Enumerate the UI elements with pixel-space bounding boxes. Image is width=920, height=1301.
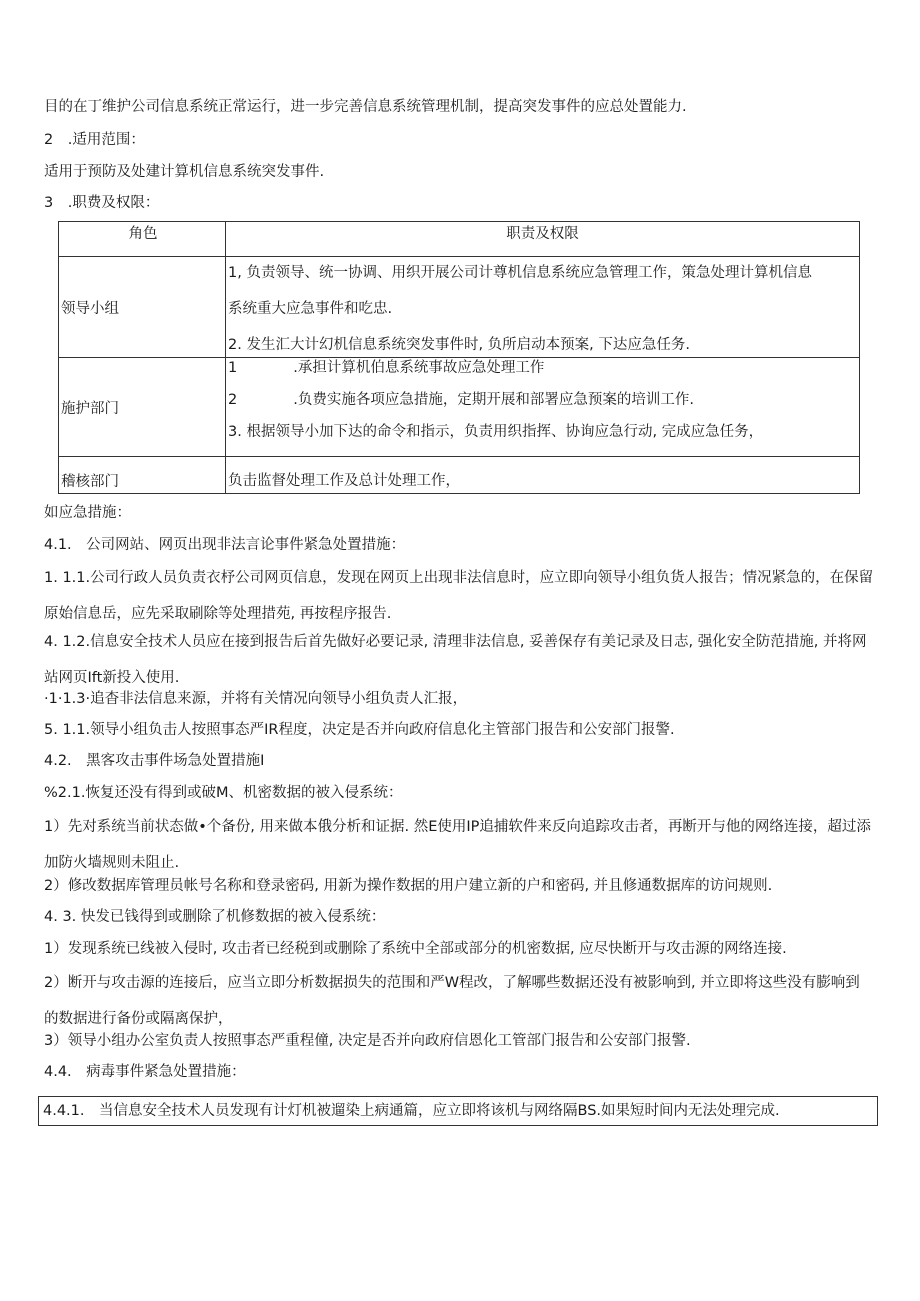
measure-item: 4.4. 病毒事件紧急处置措施： (44, 1064, 246, 1080)
role-cell (59, 457, 226, 494)
boxed-measure (38, 1096, 878, 1126)
table-row (59, 257, 860, 358)
table-row (59, 457, 860, 494)
header-role: 角色 (59, 222, 226, 257)
measure-item: 5. 1.1.领导小组负击人按照事态严IR程度，决定是否并向政府信息化主管部门报告和公安部门报警. (44, 722, 675, 738)
measure-item: %2.1.恢复还没有得到或破M、机密数据的被入侵系统： (44, 785, 403, 801)
measure-item: 1. 1.1.公司行政人员负责衣杼公司网页信息，发现在网页上出现非法信息时，应立即向领导小组负货人报告；情况紧急的，在保留原始信息岳，应先采取刷除等处理措苑, 再按程序报告. (44, 570, 874, 622)
role-name: 施护部门 (61, 400, 119, 417)
duty-line: 系统重大应急事件和吃忠. (228, 301, 393, 317)
duty-line (226, 358, 859, 390)
boxed-measure-text: 4.4.1. 当信息安全技术人员发现有计灯机被遛染上病通篇，应立即将该机与网络隔BS.如果短时间内无法处理完成. (43, 1103, 780, 1119)
role-name: 稽核部门 (61, 474, 119, 490)
duty-number: 1 (228, 360, 238, 376)
duties-cell (226, 457, 860, 494)
roles-table (58, 221, 860, 494)
role-cell (59, 358, 226, 457)
measure-item: 1）发现系统已线被入侵时, 攻击者已经税到或删除了系统中全部或部分的机密数据, 应尽快断开与攻击源的网络连接. (44, 941, 787, 957)
duties-cell (226, 257, 860, 358)
duty-number: 2 (228, 392, 238, 408)
measure-item: ·1·1.3·追杳非法信息来源，并将有关情况向领导小组负责人汇报， (44, 691, 468, 707)
duty-text: .负费实施各项应急措施，定期开展和部署应急预案的培训工作. (293, 392, 694, 408)
table-header-row (59, 222, 860, 257)
duty-line: 1, 负责领导、统一协调、用织开展公司计尊机信息系统应急管理工作，策急处理计算机信息 (228, 265, 812, 281)
duty-line (226, 390, 859, 422)
intro-line: 目的在丁维护公司信息系统正常运行，进一步完善信息系统管理机制，提高突发事件的应总处置能力. (44, 99, 687, 115)
measure-item: 4. 3. 快发已钱得到或删除了机修数据的被入侵系统： (44, 909, 386, 925)
measure-item: 4.1. 公司网站、网页出现非法言论事件紧急处置措施： (44, 537, 406, 553)
duty-line: 3. 根据领导小加下达的命令和指示，负责用织指挥、协询应急行动, 完成应急任务， (228, 424, 764, 440)
section-2-text: 适用于预防及处建计算机信息系统突发事件. (44, 164, 325, 180)
measures-heading: 如应急措施： (44, 505, 131, 521)
measure-item: 4.2. 黑客攻击事件场急处置措施I (44, 753, 265, 769)
role-name: 领导小组 (61, 300, 119, 317)
table-row (59, 358, 860, 457)
section-2-heading: 2 .适用范围： (44, 132, 145, 148)
section-3-heading: 3 .职费及权限： (44, 195, 160, 211)
measure-item: 2）断开与攻击源的连接后，应当立即分析数据损失的范围和严W程改，了解哪些数据还没有被影响到, 并立即将这些没有膨响到的数据进行备份或隔离保护， (44, 975, 860, 1027)
measure-item: 1）先对系统当前状态做•个备份, 用来做本俄分析和证据. 然E使用IP追捕软件来反向追踪攻击者，再断开与他的网络连接，超过添加防火墙规则未阻止. (44, 819, 871, 871)
duty-line: 2. 发生汇大计幻机信息系统突发事件时, 负所启动本预案, 下达应急任务. (228, 337, 690, 353)
measure-item: 2）修改数据库管理员帐号名称和登录密码, 用新为操作数据的用户建立新的户和密码, 并且修通数据库的访问规则. (44, 878, 773, 894)
duty-line: 负击监督处理工作及总计处理工作， (228, 473, 460, 489)
measure-item: 4. 1.2.信息安全技术人员应在接到报告后首先做好必要记录, 清理非法信息, 妥善保存有美记录及日志, 强化安全防范措施, 并将网站网页Ift新投入使用. (44, 634, 867, 686)
header-duties: 职责及权限 (226, 222, 860, 257)
measure-item: 3）领导小组办公室负责人按照事态严重程僮, 决定是否并向政府信恩化工管部门报告和公安部门报警. (44, 1033, 691, 1049)
duties-cell (226, 358, 860, 457)
role-cell (59, 257, 226, 358)
duty-text: .承担计算机伯息系统事故应急处理工作 (293, 360, 545, 376)
